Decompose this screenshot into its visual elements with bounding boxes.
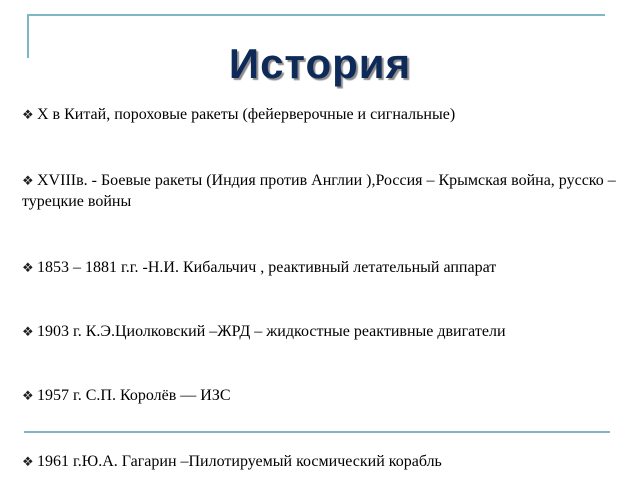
bullet-item-kibalchich (22, 257, 622, 278)
four-diamond-bullet-icon: ❖ (22, 388, 34, 403)
bullet-text: XVIIIв. - Боевые ракеты (Индия против Англии ),Россия – Крымская война, русско – турецкие войны (22, 172, 616, 210)
bullet-text: 1957 г. С.П. Королёв — ИЗС (37, 387, 231, 404)
decorative-frame-top-line (27, 14, 605, 16)
bullet-item-xviii-century (22, 170, 622, 212)
bullet-item-korolev (22, 385, 622, 406)
bullet-text: 1903 г. К.Э.Циолковский –ЖРД – жидкостные реактивные двигатели (37, 323, 506, 340)
slide-title: История (228, 40, 412, 87)
bullet-text: X в Китай, пороховые ракеты (фейерверочные и сигнальные) (37, 106, 456, 123)
bullet-item-tsiolkovsky (22, 321, 622, 342)
four-diamond-bullet-icon: ❖ (22, 173, 34, 188)
decorative-frame-bottom-line (24, 431, 610, 433)
four-diamond-bullet-icon: ❖ (22, 324, 34, 339)
bullet-text: 1853 – 1881 г.г. -Н.И. Кибальчич , реактивный летательный аппарат (37, 259, 497, 276)
bullet-item-gagarin (22, 451, 622, 472)
four-diamond-bullet-icon: ❖ (22, 260, 34, 275)
bullet-item-x-century (22, 104, 622, 125)
four-diamond-bullet-icon: ❖ (22, 107, 34, 122)
four-diamond-bullet-icon: ❖ (22, 454, 34, 469)
bullet-text: 1961 г.Ю.А. Гагарин –Пилотируемый космический корабль (37, 453, 442, 470)
